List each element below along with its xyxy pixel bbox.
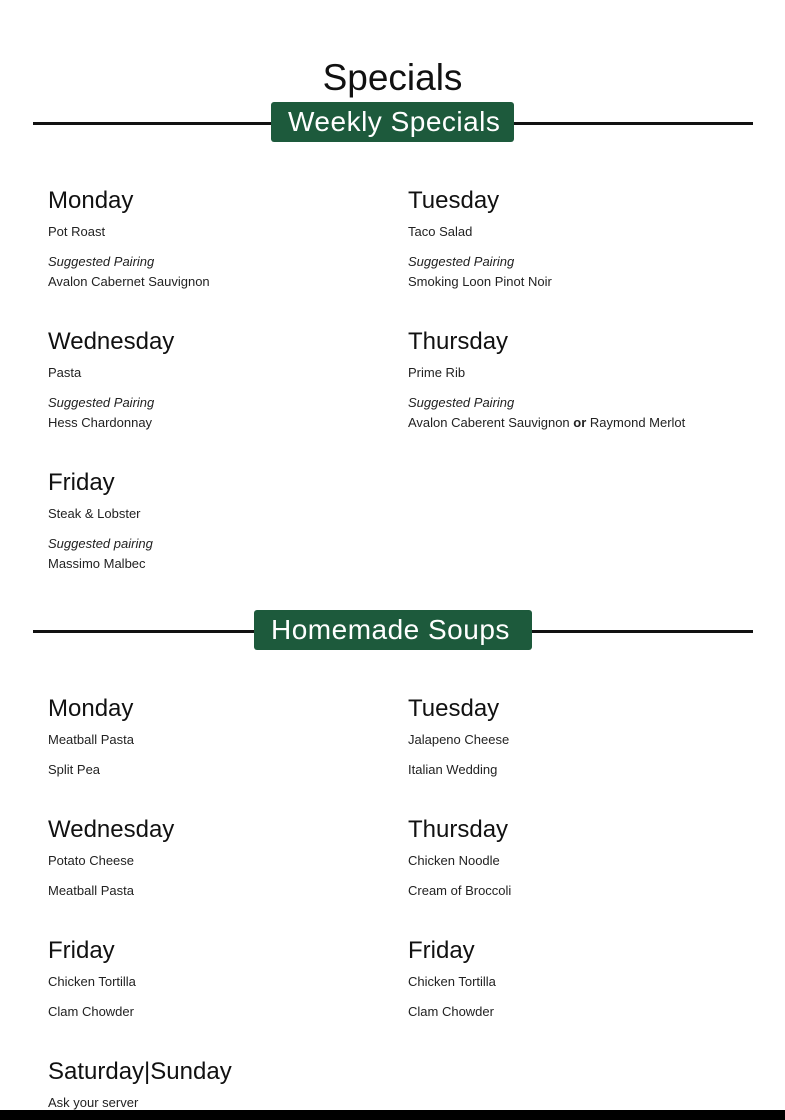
page-title: Specials (322, 56, 463, 98)
pairing-label: Suggested pairing (48, 536, 153, 551)
bottom-edge-bar (0, 1110, 785, 1120)
wine-name: Hess Chardonnay (48, 415, 153, 430)
wine-options (408, 415, 778, 431)
soup-name: Jalapeno Cheese (408, 732, 510, 747)
wine-or-separator: or (573, 415, 587, 430)
wine-name: Raymond Merlot (589, 415, 686, 430)
soup-name: Clam Chowder (48, 1004, 134, 1019)
soup-name: Meatball Pasta (48, 883, 134, 898)
day-heading: Monday (48, 695, 134, 722)
weekly-tuesday (408, 186, 748, 290)
day-heading: Saturday|Sunday (48, 1058, 232, 1085)
pairing-label: Suggested Pairing (408, 395, 515, 410)
homemade-soups-heading: Homemade Soups (254, 610, 532, 650)
soups-weekend (48, 1057, 388, 1111)
soup-name: Potato Cheese (48, 853, 135, 868)
day-heading: Monday (48, 187, 134, 214)
weekly-monday (48, 186, 388, 290)
wine-name: Smoking Loon Pinot Noir (408, 274, 552, 289)
soup-name: Split Pea (48, 762, 101, 777)
weekly-specials-header (33, 102, 753, 142)
weekly-friday (48, 468, 388, 572)
dish-name: Pasta (48, 365, 82, 380)
soup-name: Chicken Tortilla (408, 974, 496, 989)
day-heading: Wednesday (48, 816, 175, 843)
soup-name: Italian Wedding (408, 762, 498, 777)
weekend-note: Ask your server (48, 1095, 139, 1110)
day-heading: Friday (48, 469, 115, 496)
soup-name: Meatball Pasta (48, 732, 134, 747)
day-heading: Friday (48, 937, 115, 964)
day-heading: Wednesday (48, 328, 175, 355)
soup-name: Chicken Noodle (408, 853, 500, 868)
day-heading: Friday (408, 937, 475, 964)
weekly-thursday (408, 327, 778, 431)
soups-tuesday (408, 694, 748, 778)
wine-name: Avalon Cabernet Sauvignon (48, 274, 210, 289)
pairing-label: Suggested Pairing (48, 254, 155, 269)
soup-name: Clam Chowder (408, 1004, 494, 1019)
soup-name: Chicken Tortilla (48, 974, 136, 989)
pairing-label: Suggested Pairing (48, 395, 155, 410)
soups-friday-right (408, 936, 748, 1020)
day-heading: Tuesday (408, 695, 500, 722)
soups-thursday (408, 815, 748, 899)
wine-name: Avalon Caberent Sauvignon (408, 415, 570, 430)
dish-name: Prime Rib (408, 365, 466, 380)
soups-wednesday (48, 815, 388, 899)
pairing-label: Suggested Pairing (408, 254, 515, 269)
day-heading: Thursday (408, 816, 509, 843)
dish-name: Steak & Lobster (48, 506, 141, 521)
dish-name: Taco Salad (408, 224, 473, 239)
soups-monday (48, 694, 388, 778)
soups-friday-left (48, 936, 388, 1020)
day-heading: Thursday (408, 328, 509, 355)
soup-name: Cream of Broccoli (408, 883, 512, 898)
wine-name: Massimo Malbec (48, 556, 146, 571)
homemade-soups-header (33, 610, 753, 650)
day-heading: Tuesday (408, 187, 500, 214)
weekly-specials-heading: Weekly Specials (271, 102, 514, 142)
dish-name: Pot Roast (48, 224, 106, 239)
weekly-wednesday (48, 327, 388, 431)
